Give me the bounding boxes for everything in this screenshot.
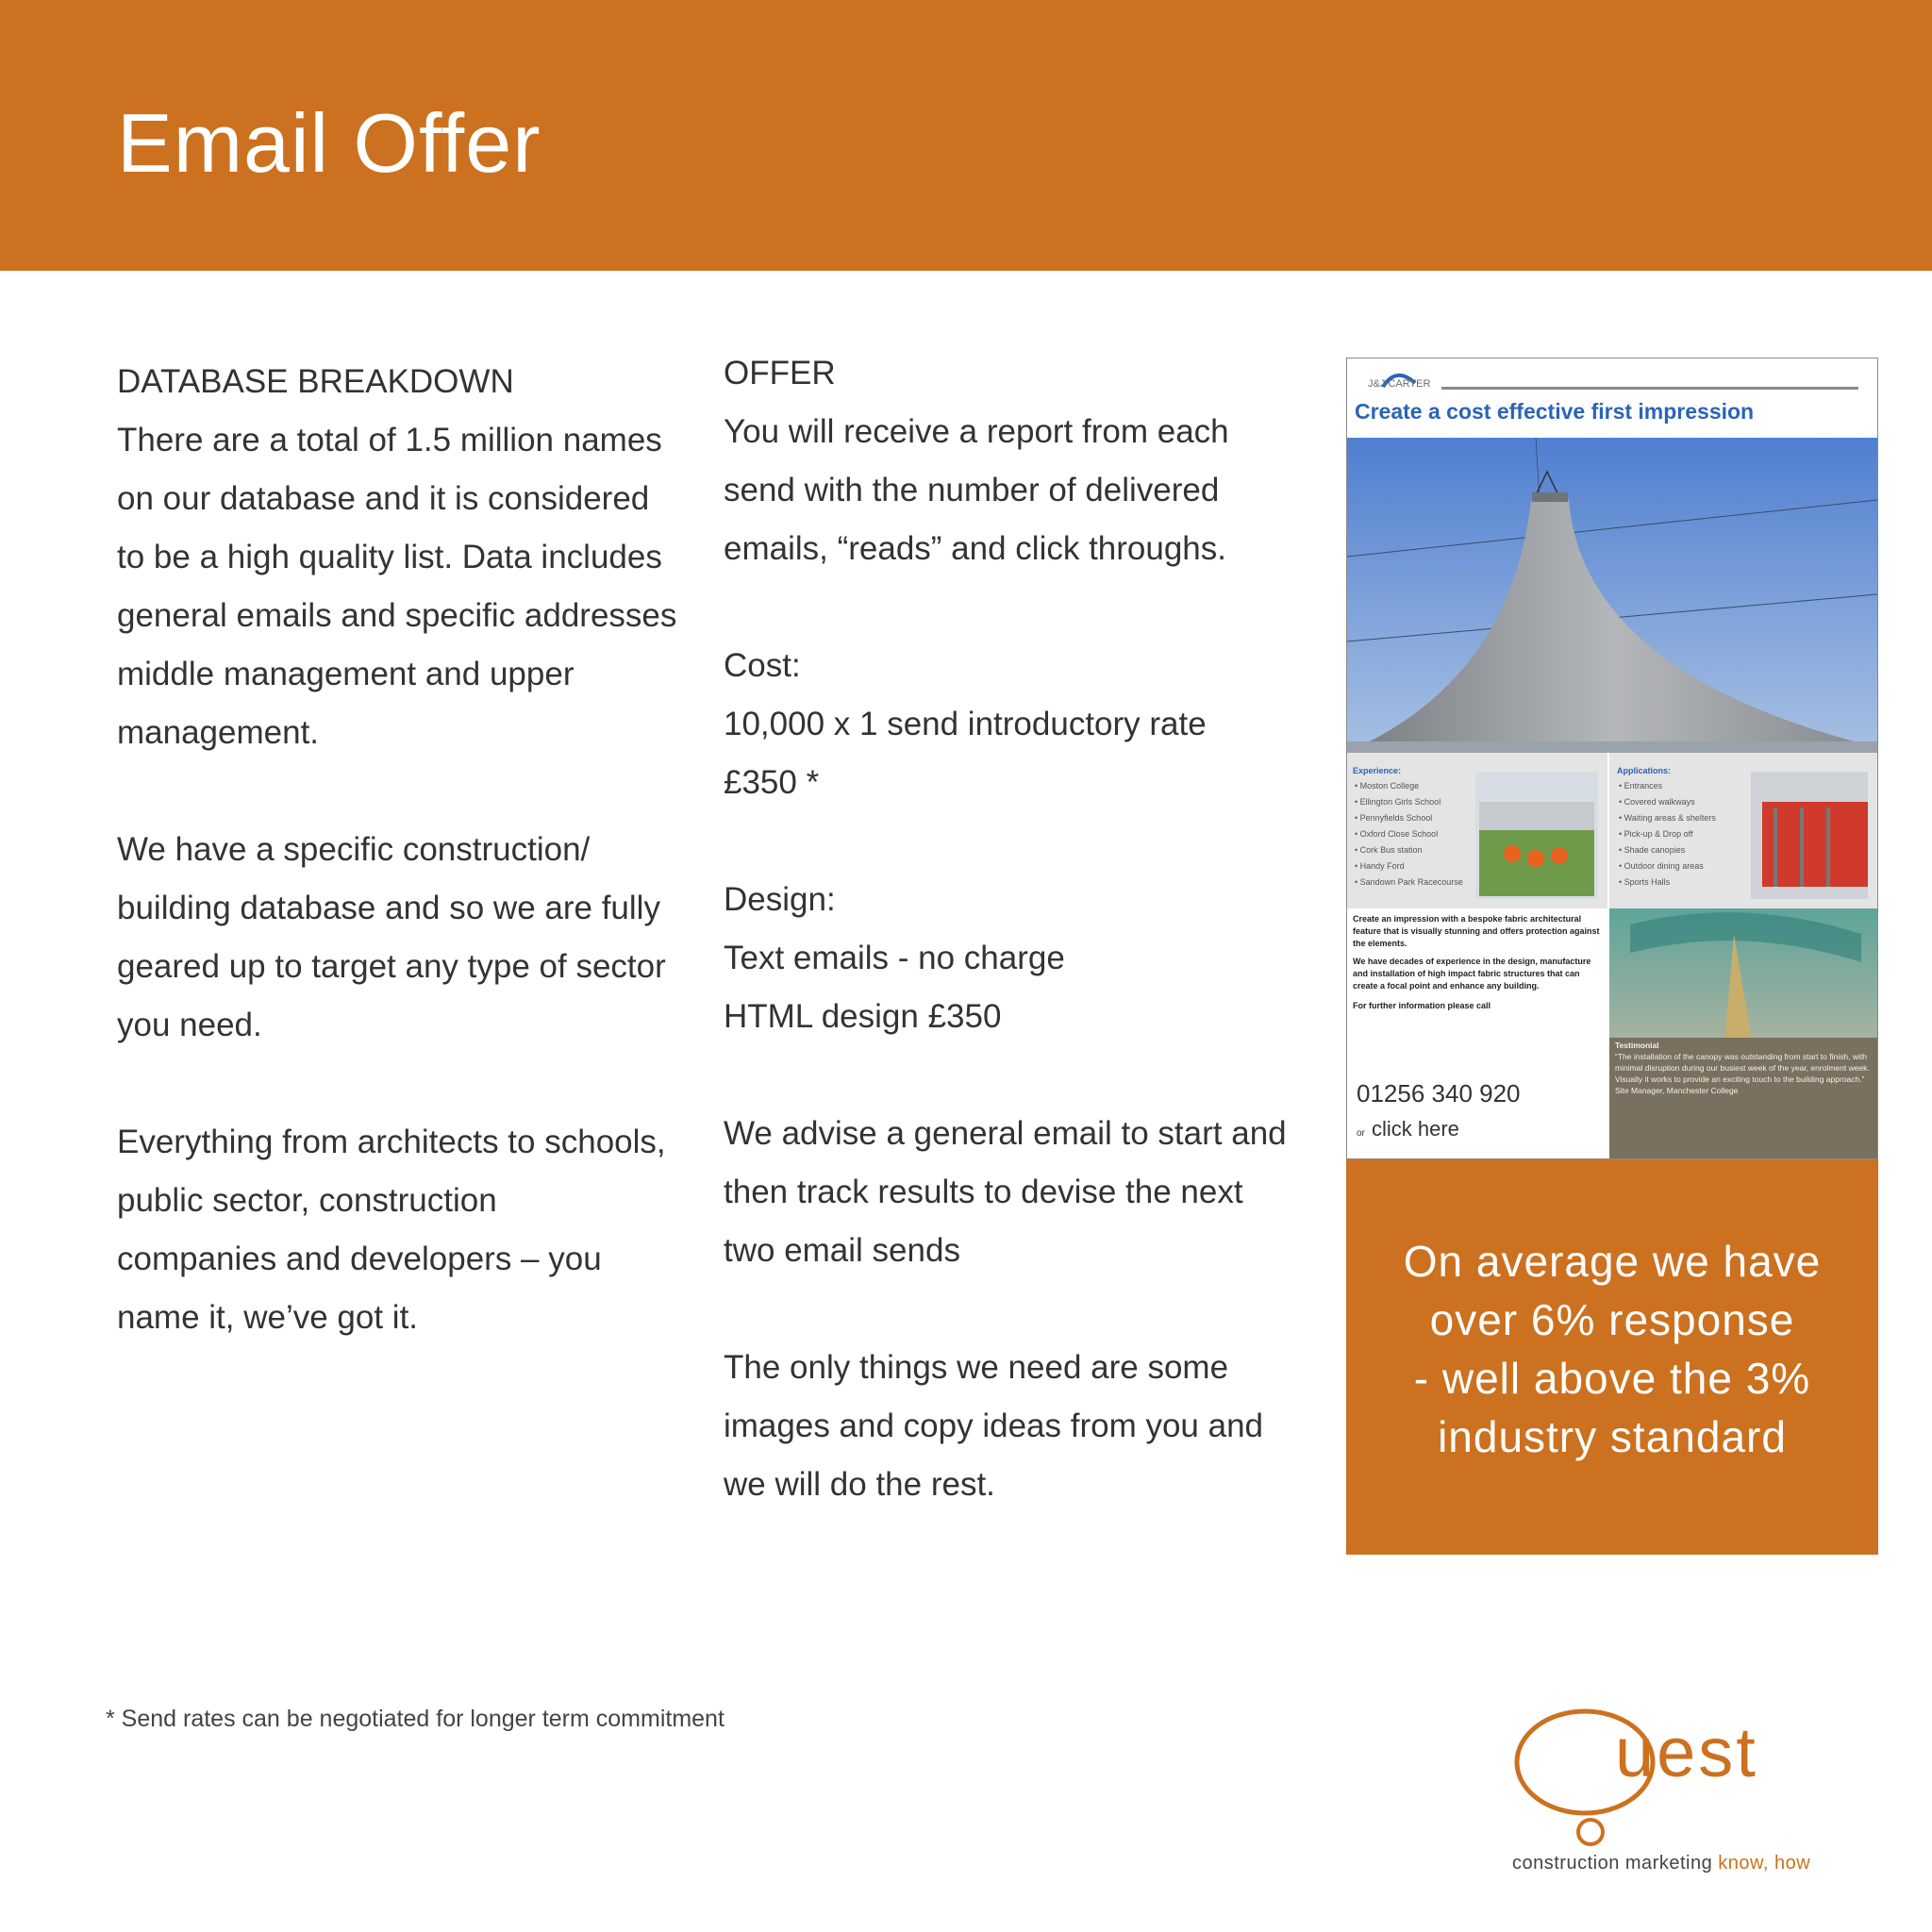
quest-logo-wordmark: uest: [1615, 1713, 1758, 1791]
tagline-main: construction marketing: [1512, 1853, 1713, 1874]
body-text-line: You will receive a report from each: [724, 413, 1229, 450]
body-text-line: public sector, construction: [117, 1182, 497, 1219]
quest-logo-q-tail: [1578, 1820, 1603, 1844]
sample-list-item: • Pennyfields School: [1355, 813, 1433, 823]
sample-click-here: click here: [1372, 1117, 1459, 1141]
header-banner: [0, 0, 1932, 271]
response-rate-callout: [1346, 1159, 1878, 1555]
sample-list-item: • Outdoor dining areas: [1619, 861, 1704, 871]
body-text-line: we will do the rest.: [724, 1466, 995, 1503]
paragraph-gap: [724, 812, 1290, 871]
sample-list-item: • Cork Bus station: [1355, 845, 1423, 855]
body-text-line: HTML design £350: [724, 998, 1002, 1035]
body-text-line: companies and developers – you: [117, 1241, 602, 1277]
body-text-line: OFFER: [724, 355, 836, 391]
body-text-line: send with the number of delivered: [724, 472, 1220, 508]
footnote: * Send rates can be negotiated for longer term commitment: [106, 1706, 724, 1732]
email-sample-image: [1346, 358, 1878, 1159]
sample-headline: Create a cost effective first impression: [1355, 399, 1755, 424]
sample-testimonial-title: Testimonial: [1615, 1041, 1659, 1050]
sample-list-item: • Sandown Park Racecourse: [1355, 877, 1463, 887]
body-text-line: you need.: [117, 1007, 262, 1043]
sample-click-prefix: or: [1357, 1128, 1365, 1139]
body-text-line: Everything from architects to schools,: [117, 1124, 666, 1160]
sample-list-item: • Entrances: [1619, 781, 1663, 791]
body-text-line: management.: [117, 714, 320, 751]
callout-text-line: industry standard: [1438, 1412, 1787, 1461]
sample-list-item: • Ellington Girls School: [1355, 797, 1441, 807]
quest-logo: [1509, 1703, 1821, 1858]
paragraph-gap: [724, 1046, 1290, 1105]
sample-list-item: • Oxford Close School: [1355, 829, 1439, 839]
body-text-line: then track results to devise the next: [724, 1174, 1243, 1210]
body-text-line: We have a specific construction/: [117, 831, 591, 868]
database-breakdown-column: [117, 353, 683, 1347]
body-text-line: The only things we need are some: [724, 1349, 1229, 1386]
body-text-line: general emails and specific addresses: [117, 597, 677, 634]
body-text-line: 10,000 x 1 send introductory rate: [724, 706, 1207, 742]
body-text-line: DATABASE BREAKDOWN: [117, 363, 514, 400]
body-text-line: Cost:: [724, 647, 801, 684]
sample-brand: J&J CARTER: [1368, 378, 1431, 390]
logo-tagline: [1512, 1853, 1810, 1874]
body-text-line: images and copy ideas from you and: [724, 1407, 1263, 1444]
callout-text-line: On average we have: [1403, 1237, 1822, 1286]
body-text-line: Design:: [724, 881, 836, 918]
tagline-accent: know, how: [1718, 1853, 1811, 1874]
body-text-line: building database and so we are fully: [117, 890, 660, 926]
sample-info-label: For further information please call: [1353, 1001, 1491, 1010]
callout-text-line: - well above the 3%: [1413, 1354, 1811, 1403]
paragraph-gap: [117, 1055, 683, 1113]
page-title: Email Offer: [117, 96, 541, 190]
body-text-line: There are a total of 1.5 million names: [117, 422, 662, 458]
body-text-line: name it, we’ve got it.: [117, 1299, 419, 1336]
body-text-line: to be a high quality list. Data includes: [117, 539, 662, 575]
sample-list-item: • Handy Ford: [1355, 861, 1405, 871]
body-text-line: two email sends: [724, 1232, 960, 1269]
sample-list-item: • Waiting areas & shelters: [1619, 813, 1716, 823]
body-text-line: We advise a general email to start and: [724, 1115, 1287, 1152]
sample-testimonial-author: Site Manager, Manchester College: [1615, 1086, 1739, 1095]
sample-list-item: • Covered walkways: [1619, 797, 1695, 807]
sample-list-item: • Moston College: [1355, 781, 1420, 791]
sample-body-2: We have decades of experience in the design, manufacture and installation of high impact fabric structures that can create a focal point and enhance any building.: [1353, 957, 1591, 991]
paragraph-gap: [724, 578, 1290, 637]
sample-testimonial: “The installation of the canopy was outstanding from start to finish, with minimal disruption during our busiest week of the year, enrolment week. Visually it works to provide an exciting touch to the building approach.”: [1615, 1052, 1870, 1084]
sample-phone: 01256 340 920: [1357, 1079, 1521, 1108]
sample-list-item: • Shade canopies: [1619, 845, 1686, 855]
sample-experience-title: Experience:: [1353, 766, 1402, 775]
body-text-line: emails, “reads” and click throughs.: [724, 530, 1226, 567]
offer-column: [724, 344, 1290, 1514]
body-text-line: £350 *: [724, 764, 820, 801]
body-text-line: middle management and upper: [117, 656, 575, 692]
callout-text-line: over 6% response: [1429, 1295, 1795, 1344]
sample-body-1: Create an impression with a bespoke fabric architectural feature that is visually stunning and offers protection against the elements.: [1353, 914, 1600, 948]
body-text-line: geared up to target any type of sector: [117, 948, 666, 985]
paragraph-gap: [724, 1280, 1290, 1339]
body-text-line: Text emails - no charge: [724, 940, 1065, 976]
sample-applications-title: Applications:: [1617, 766, 1672, 775]
sample-list-item: • Pick-up & Drop off: [1619, 829, 1693, 839]
paragraph-gap: [117, 762, 683, 821]
body-text-line: on our database and it is considered: [117, 480, 650, 517]
sample-list-item: • Sports Halls: [1619, 877, 1671, 887]
